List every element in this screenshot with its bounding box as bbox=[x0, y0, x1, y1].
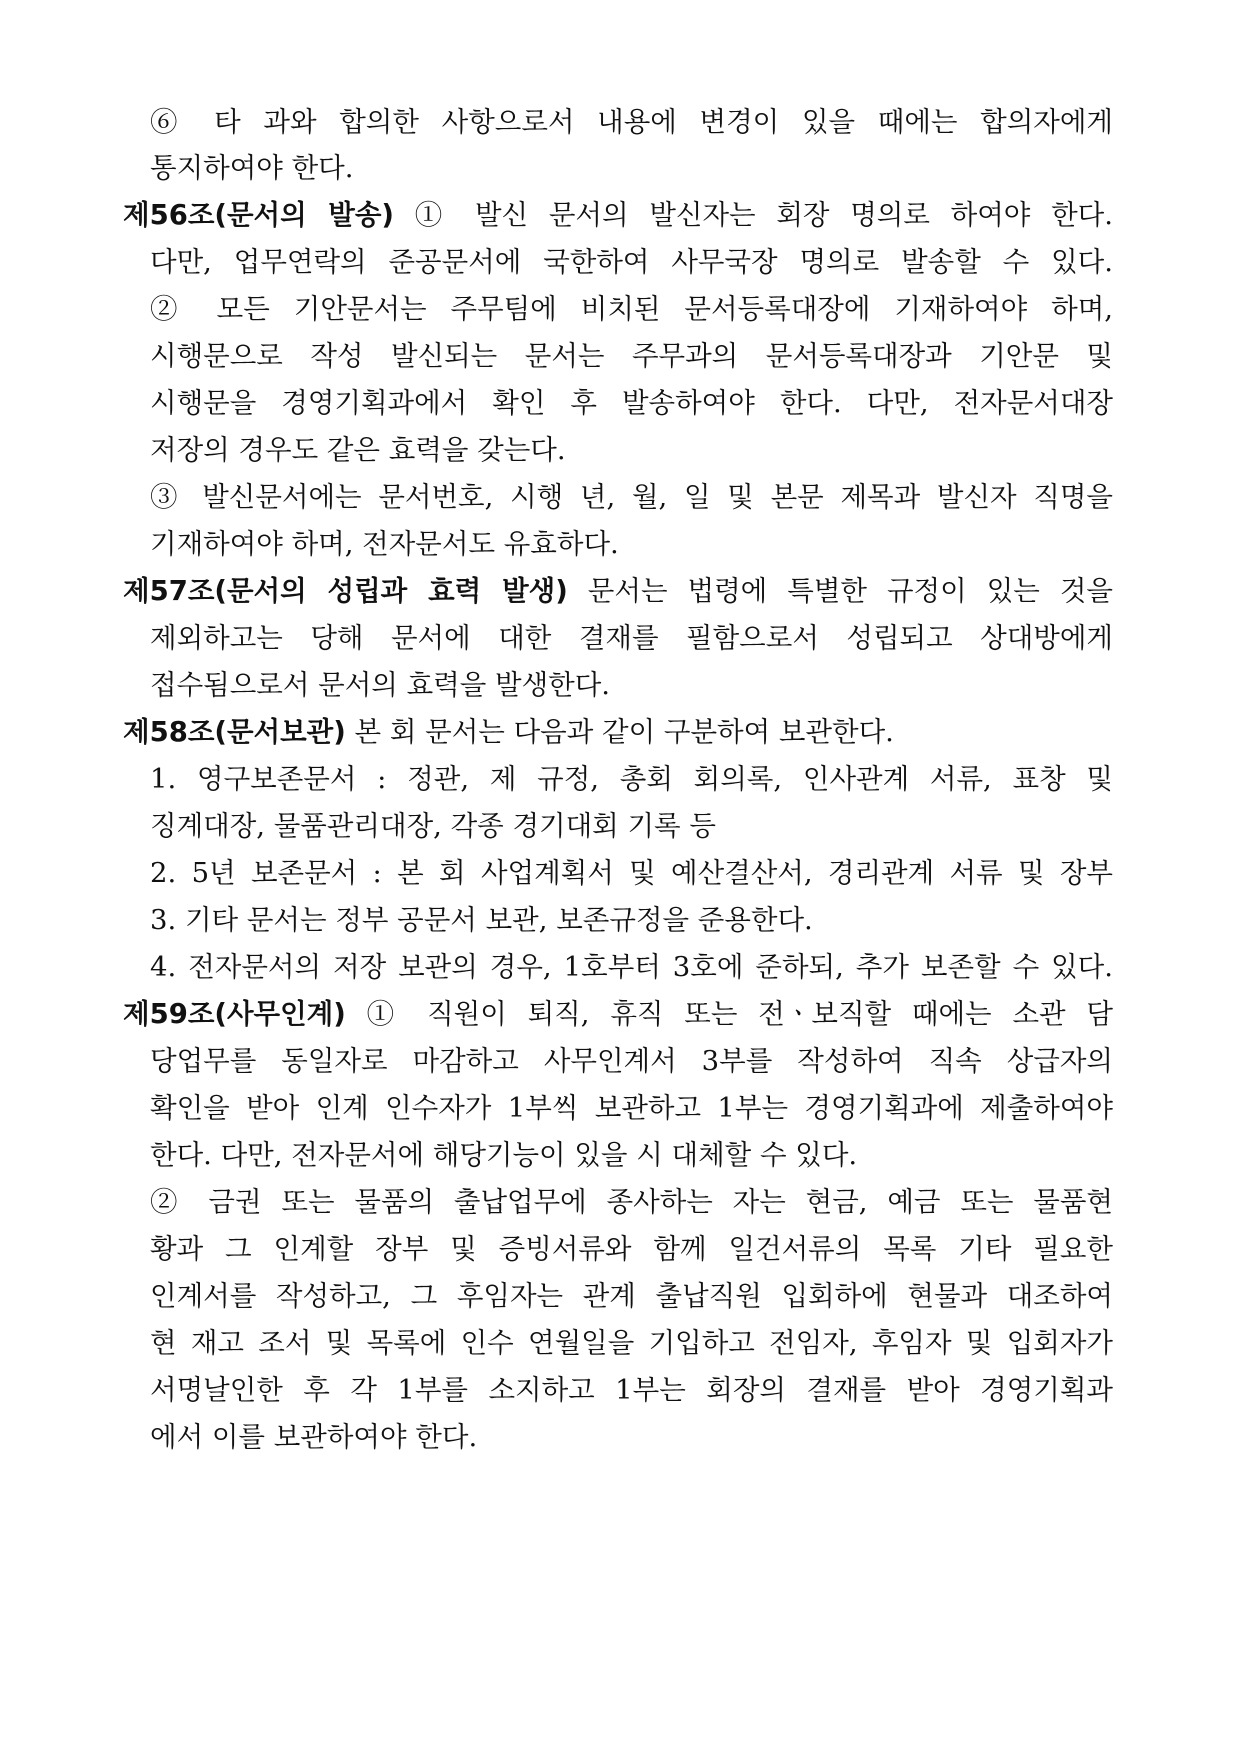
article-heading: 제57조(문서의 성립과 효력 발생) bbox=[123, 575, 568, 607]
text-line: 다만, 업무연락의 준공문서에 국한하여 사무국장 명의로 발송할 수 있다. bbox=[150, 246, 1113, 278]
text-line: 통지하여야 한다. bbox=[150, 152, 354, 184]
article-58-line: 제58조(문서보관) 본 회 문서는 다음과 같이 구분하여 보관한다. bbox=[123, 716, 894, 748]
list-item: 4. 전자문서의 저장 보관의 경우, 1호부터 3호에 준하되, 추가 보존할 수 있다. bbox=[150, 951, 1113, 983]
article-heading: 제56조(문서의 발송) bbox=[123, 199, 394, 231]
article-59-line: 제59조(사무인계) ① 직원이 퇴직, 휴직 또는 전ㆍ보직할 때에는 소관 담 bbox=[123, 998, 1113, 1030]
text-line: 시행문으로 작성 발신되는 문서는 주무과의 문서등록대장과 기안문 및 bbox=[150, 340, 1113, 372]
text-line: 당업무를 동일자로 마감하고 사무인계서 3부를 작성하여 직속 상급자의 bbox=[150, 1045, 1113, 1077]
text-line: 접수됨으로서 문서의 효력을 발생한다. bbox=[150, 669, 611, 701]
article-heading: 제58조(문서보관) bbox=[123, 716, 346, 748]
text-line: 서명날인한 후 각 1부를 소지하고 1부는 회장의 결재를 받아 경영기획과 bbox=[150, 1374, 1113, 1406]
list-item: 2. 5년 보존문서 : 본 회 사업계획서 및 예산결산서, 경리관계 서류 및 장부 bbox=[150, 857, 1113, 889]
text-line: 저장의 경우도 같은 효력을 갖는다. bbox=[150, 434, 566, 466]
text-line: 시행문을 경영기획과에서 확인 후 발송하여야 한다. 다만, 전자문서대장 bbox=[150, 387, 1113, 419]
text-line: 현 재고 조서 및 목록에 인수 연월일을 기입하고 전임자, 후임자 및 입회자가 bbox=[150, 1327, 1113, 1359]
text-line: ③ 발신문서에는 문서번호, 시행 년, 월, 일 및 본문 제목과 발신자 직명을 bbox=[150, 481, 1113, 513]
text-line: 인계서를 작성하고, 그 후임자는 관계 출납직원 입회하에 현물과 대조하여 bbox=[150, 1280, 1113, 1312]
text-line: ② 모든 기안문서는 주무팀에 비치된 문서등록대장에 기재하여야 하며, bbox=[150, 293, 1113, 325]
text-line: 에서 이를 보관하여야 한다. bbox=[150, 1421, 478, 1453]
text-line: 제외하고는 당해 문서에 대한 결재를 필함으로서 성립되고 상대방에게 bbox=[150, 622, 1113, 654]
text-line: ② 금권 또는 물품의 출납업무에 종사하는 자는 현금, 예금 또는 물품현 bbox=[150, 1186, 1113, 1218]
article-57-line: 제57조(문서의 성립과 효력 발생) 문서는 법령에 특별한 규정이 있는 것을 bbox=[123, 575, 1113, 607]
text-line: 징계대장, 물품관리대장, 각종 경기대회 기록 등 bbox=[150, 810, 716, 842]
text-line: 확인을 받아 인계 인수자가 1부씩 보관하고 1부는 경영기획과에 제출하여야 bbox=[150, 1092, 1113, 1124]
text-line: ⑥ 타 과와 합의한 사항으로서 내용에 변경이 있을 때에는 합의자에게 bbox=[150, 106, 1113, 138]
text-line: 한다. 다만, 전자문서에 해당기능이 있을 시 대체할 수 있다. bbox=[150, 1139, 858, 1171]
list-item: 3. 기타 문서는 정부 공문서 보관, 보존규정을 준용한다. bbox=[150, 904, 813, 936]
text-line: 황과 그 인계할 장부 및 증빙서류와 함께 일건서류의 목록 기타 필요한 bbox=[150, 1233, 1113, 1265]
list-item: 1. 영구보존문서 : 정관, 제 규정, 총회 회의록, 인사관계 서류, 표창 및 bbox=[150, 763, 1113, 795]
article-heading: 제59조(사무인계) bbox=[123, 998, 346, 1030]
article-56-line: 제56조(문서의 발송) ① 발신 문서의 발신자는 회장 명의로 하여야 한다. bbox=[123, 199, 1113, 231]
text-line: 기재하여야 하며, 전자문서도 유효하다. bbox=[150, 528, 619, 560]
